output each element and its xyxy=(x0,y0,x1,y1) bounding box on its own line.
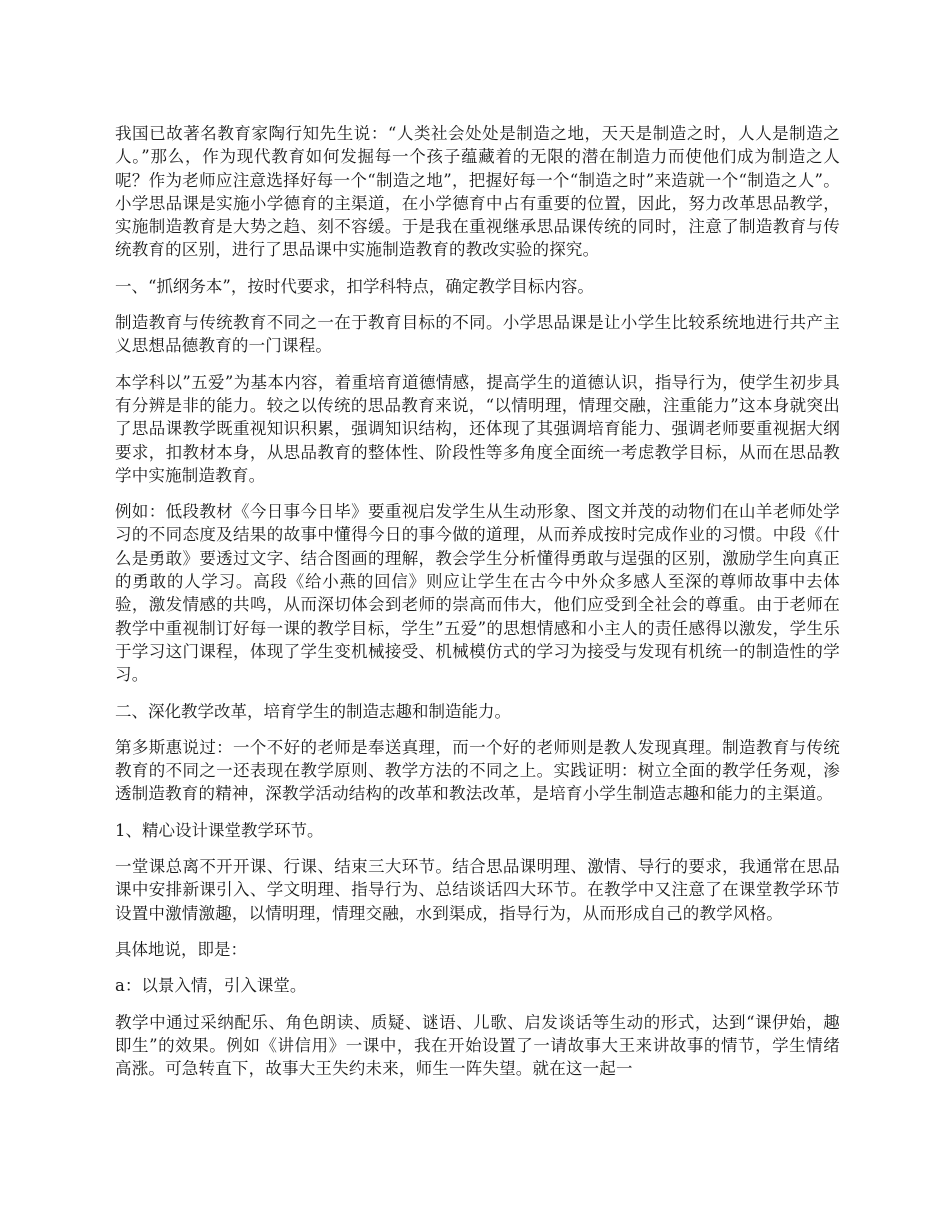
document-body xyxy=(115,122,840,1093)
paragraph-specifically: 具体地说，即是： xyxy=(115,939,247,959)
paragraph-examples: 例如：低段教材《今日事今日毕》要重视启发学生从生动形象、图文并茂的动物们在山羊老师处学习的不同态度及结果的故事中懂得今日的事今做的道理，从而养成按时完成作业的习惯。中段《什么是勇敢》要透过文字、结合图画的理解，教会学生分析懂得勇敢与逞强的区别，激励学生向真正的勇敢的人学习。高段《给小燕的回信》则应让学生在古今中外众多感人至深的尊师故事中去体验，激发情感的共鸣，从而深切体会到老师的崇高而伟大，他们应受到全社会的尊重。由于老师在教学中重视制订好每一课的教学目标，学生”五爱”的思想情感和小主人的责任感得以激发，学生乐于学习这门课程，体现了学生变机械接受、机械模仿式的学习为接受与发现有机统一的制造性的学习。 xyxy=(115,502,840,685)
subsection-heading-1: 1、精心设计课堂教学环节。 xyxy=(115,820,324,840)
paragraph-diesterweg-quote: 第多斯惠说过：一个不好的老师是奉送真理，而一个好的老师则是教人发现真理。制造教育与传统教育的不同之一还表现在教学原则、教学方法的不同之上。实践证明：树立全面的教学任务观，渗透制造教育的精神，深教学活动结构的改革和教法改革，是培育小学生制造志趣和能力的主渠道。 xyxy=(115,737,840,804)
subsection-heading-a: a：以景入情，引入课堂。 xyxy=(115,976,307,996)
section-heading-2: 二、深化教学改革，培育学生的制造志趣和制造能力。 xyxy=(115,701,511,721)
paragraph-five-loves: 本学科以”五爱”为基本内容，着重培育道德情感，提高学生的道德认识，指导行为，使学生初步具有分辨是非的能力。较之以传统的思品教育来说，“以情明理，情理交融，注重能力”这本身就突出了思品课教学既重视知识积累，强调知识结构，还体现了其强调培育能力、强调老师要重视据大纲要求，扣教材本身，从思品教育的整体性、阶段性等多角度全面统一考虑教学目标，从而在思品教学中实施制造教育。 xyxy=(115,372,840,485)
paragraph-teaching-methods: 教学中通过采纳配乐、角色朗读、质疑、谜语、儿歌、启发谈话等生动的形式，达到“课伊始，趣即生”的效果。例如《讲信用》一课中，我在开始设置了一请故事大王来讲故事的情节，学生情绪高涨。可急转直下，故事大王失约未来，师生一阵失望。就在这一起一 xyxy=(115,1012,840,1079)
paragraph-goal-difference: 制造教育与传统教育不同之一在于教育目标的不同。小学思品课是让小学生比较系统地进行共产主义思想品德教育的一门课程。 xyxy=(115,313,840,356)
paragraph-class-stages: 一堂课总离不开开课、行课、结束三大环节。结合思品课明理、激情、导行的要求，我通常在思品课中安排新课引入、学文明理、指导行为、总结谈话四大环节。在教学中又注意了在课堂教学环节设置中激情激趣，以情明理，情理交融，水到渠成，指导行为，从而形成自己的教学风格。 xyxy=(115,857,840,923)
intro-paragraph: 我国已故著名教育家陶行知先生说：“人类社会处处是制造之地，天天是制造之时，人人是制造之人。”那么，作为现代教育如何发掘每一个孩子蕴藏着的无限的潜在制造力而使他们成为制造之人呢？作为老师应注意选择好每一个“制造之地”，把握好每一个“制造之时”来造就一个“制造之人”。小学思品课是实施小学德育的主渠道，在小学德育中占有重要的位置，因此，努力改革思品教学，实施制造教育是大势之趋、刻不容缓。于是我在重视继承思品课传统的同时，注意了制造教育与传统教育的区别，进行了思品课中实施制造教育的教改实验的探究。 xyxy=(115,124,840,260)
section-heading-1: 一、“抓纲务本”，按时代要求，扣学科特点，确定教学目标内容。 xyxy=(115,276,594,296)
